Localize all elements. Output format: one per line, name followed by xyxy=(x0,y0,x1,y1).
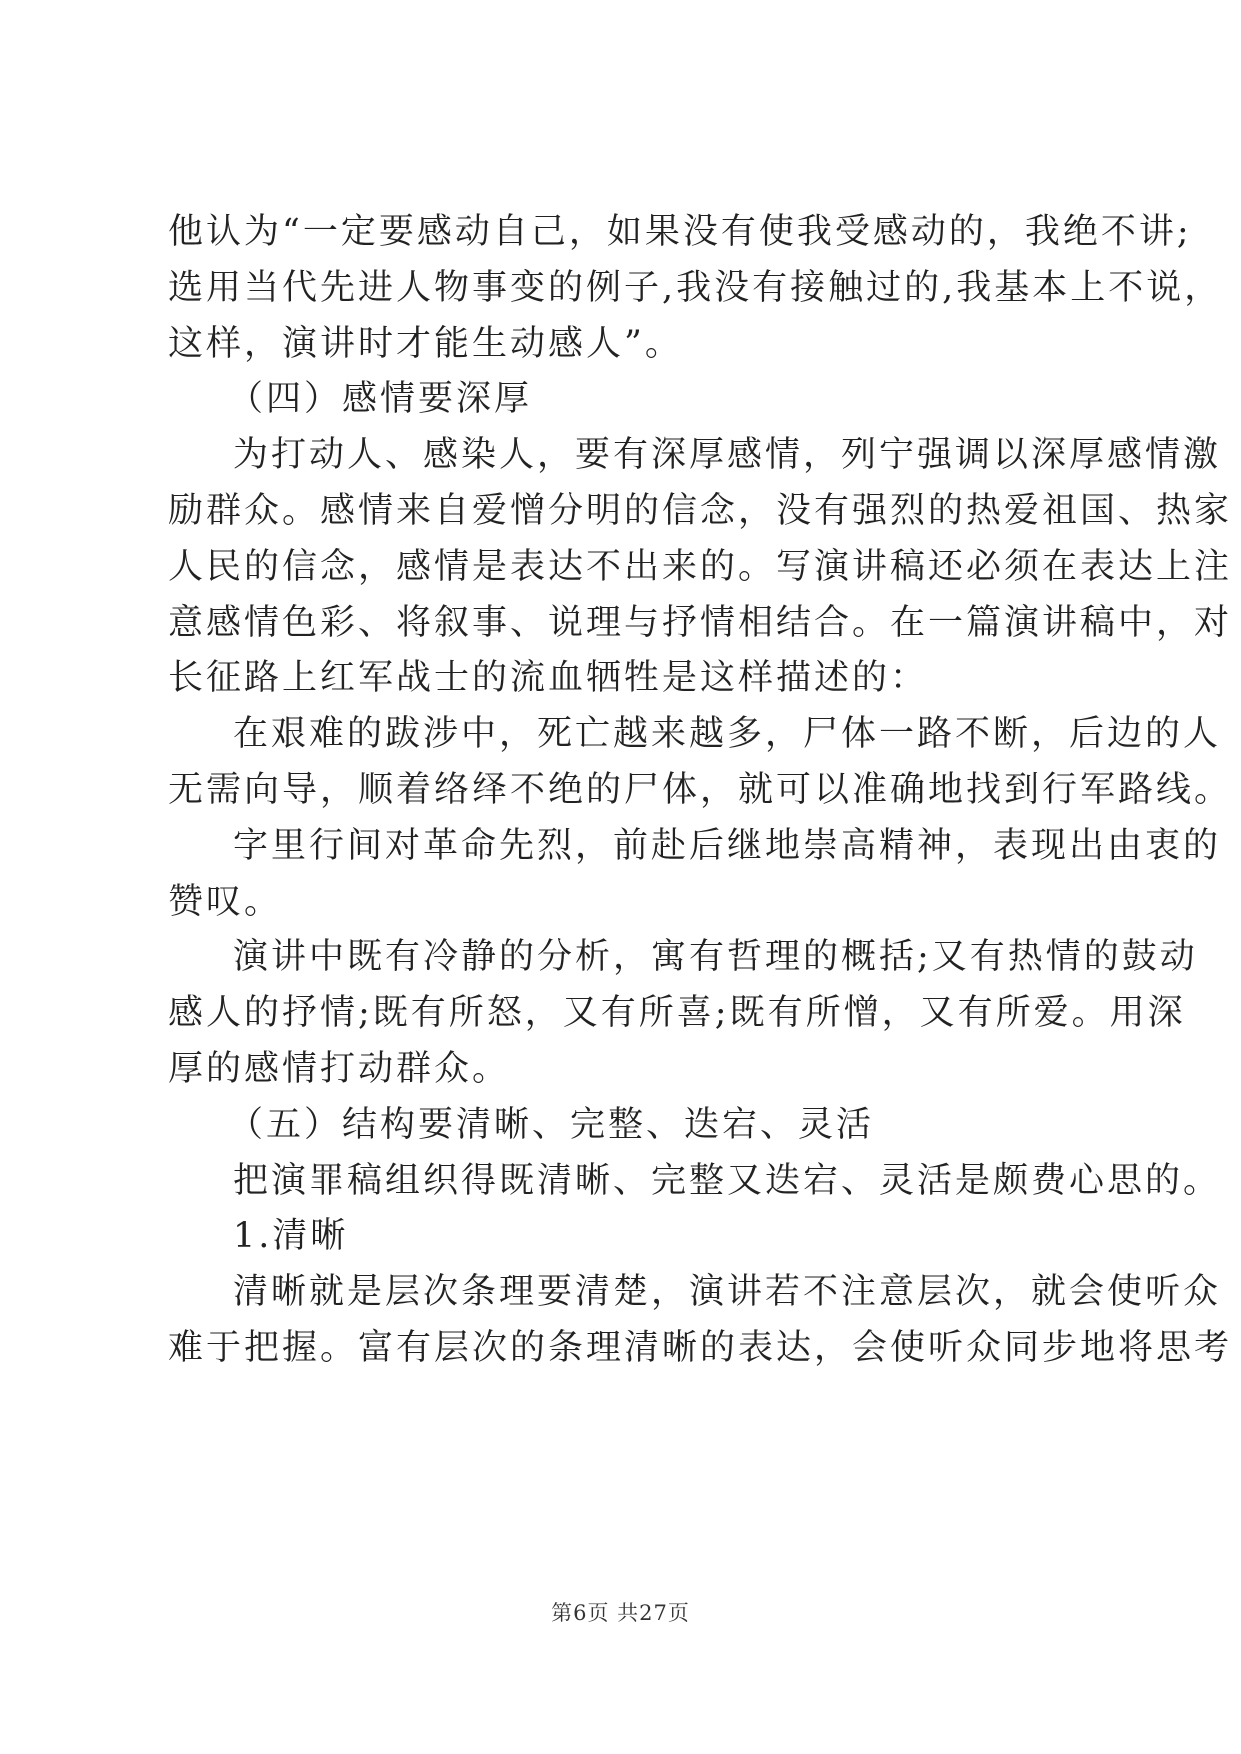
subsection-heading: 1.清晰 xyxy=(233,1216,349,1256)
text-line: 长征路上红军战士的流血牺牲是这样描述的： xyxy=(168,658,929,698)
text-line: 励群众。感情来自爱憎分明的信念，没有强烈的热爱祖国、热家 xyxy=(168,491,1233,531)
text-line: 他认为“一定要感动自己，如果没有使我受感动的，我绝不讲; xyxy=(168,212,1192,252)
text-line: 把演罪稿组织得既清晰、完整又迭宕、灵活是颇费心思的。 xyxy=(233,1161,1222,1201)
quote-line: 无需向导，顺着络绎不绝的尸体，就可以准确地找到行军路线。 xyxy=(168,770,1233,810)
text-line: 演讲中既有冷静的分析，寓有哲理的概括;又有热情的鼓动 xyxy=(233,937,1198,977)
text-line: 清晰就是层次条理要清楚，演讲若不注意层次，就会使听众 xyxy=(233,1272,1222,1312)
quote-line: 在艰难的跋涉中，死亡越来越多，尸体一路不断，后边的人 xyxy=(233,714,1222,754)
text-line: 选用当代先进人物事变的例子,我没有接触过的,我基本上不说， xyxy=(168,268,1223,308)
text-line: 意感情色彩、将叙事、说理与抒情相结合。在一篇演讲稿中，对 xyxy=(168,603,1233,643)
text-line: 人民的信念，感情是表达不出来的。写演讲稿还必须在表达上注 xyxy=(168,547,1233,587)
text-line: 为打动人、感染人，要有深厚感情，列宁强调以深厚感情激 xyxy=(233,435,1222,475)
text-line: 赞叹。 xyxy=(168,882,283,922)
text-line: 感人的抒情;既有所怒，又有所喜;既有所憎，又有所爱。用深 xyxy=(168,993,1186,1033)
text-line: 这样，演讲时才能生动感人”。 xyxy=(168,324,683,364)
section-heading: （四）感情要深厚 xyxy=(228,379,533,419)
text-line: 厚的感情打动群众。 xyxy=(168,1049,511,1089)
section-heading: （五）结构要清晰、完整、迭宕、灵活 xyxy=(228,1105,875,1145)
page-footer: 第6页 共27页 xyxy=(551,1601,690,1625)
text-line: 字里行间对革命先烈，前赴后继地崇高精神，表现出由衷的 xyxy=(233,826,1222,866)
text-line: 难于把握。富有层次的条理清晰的表达，会使听众同步地将思考 xyxy=(168,1328,1233,1368)
